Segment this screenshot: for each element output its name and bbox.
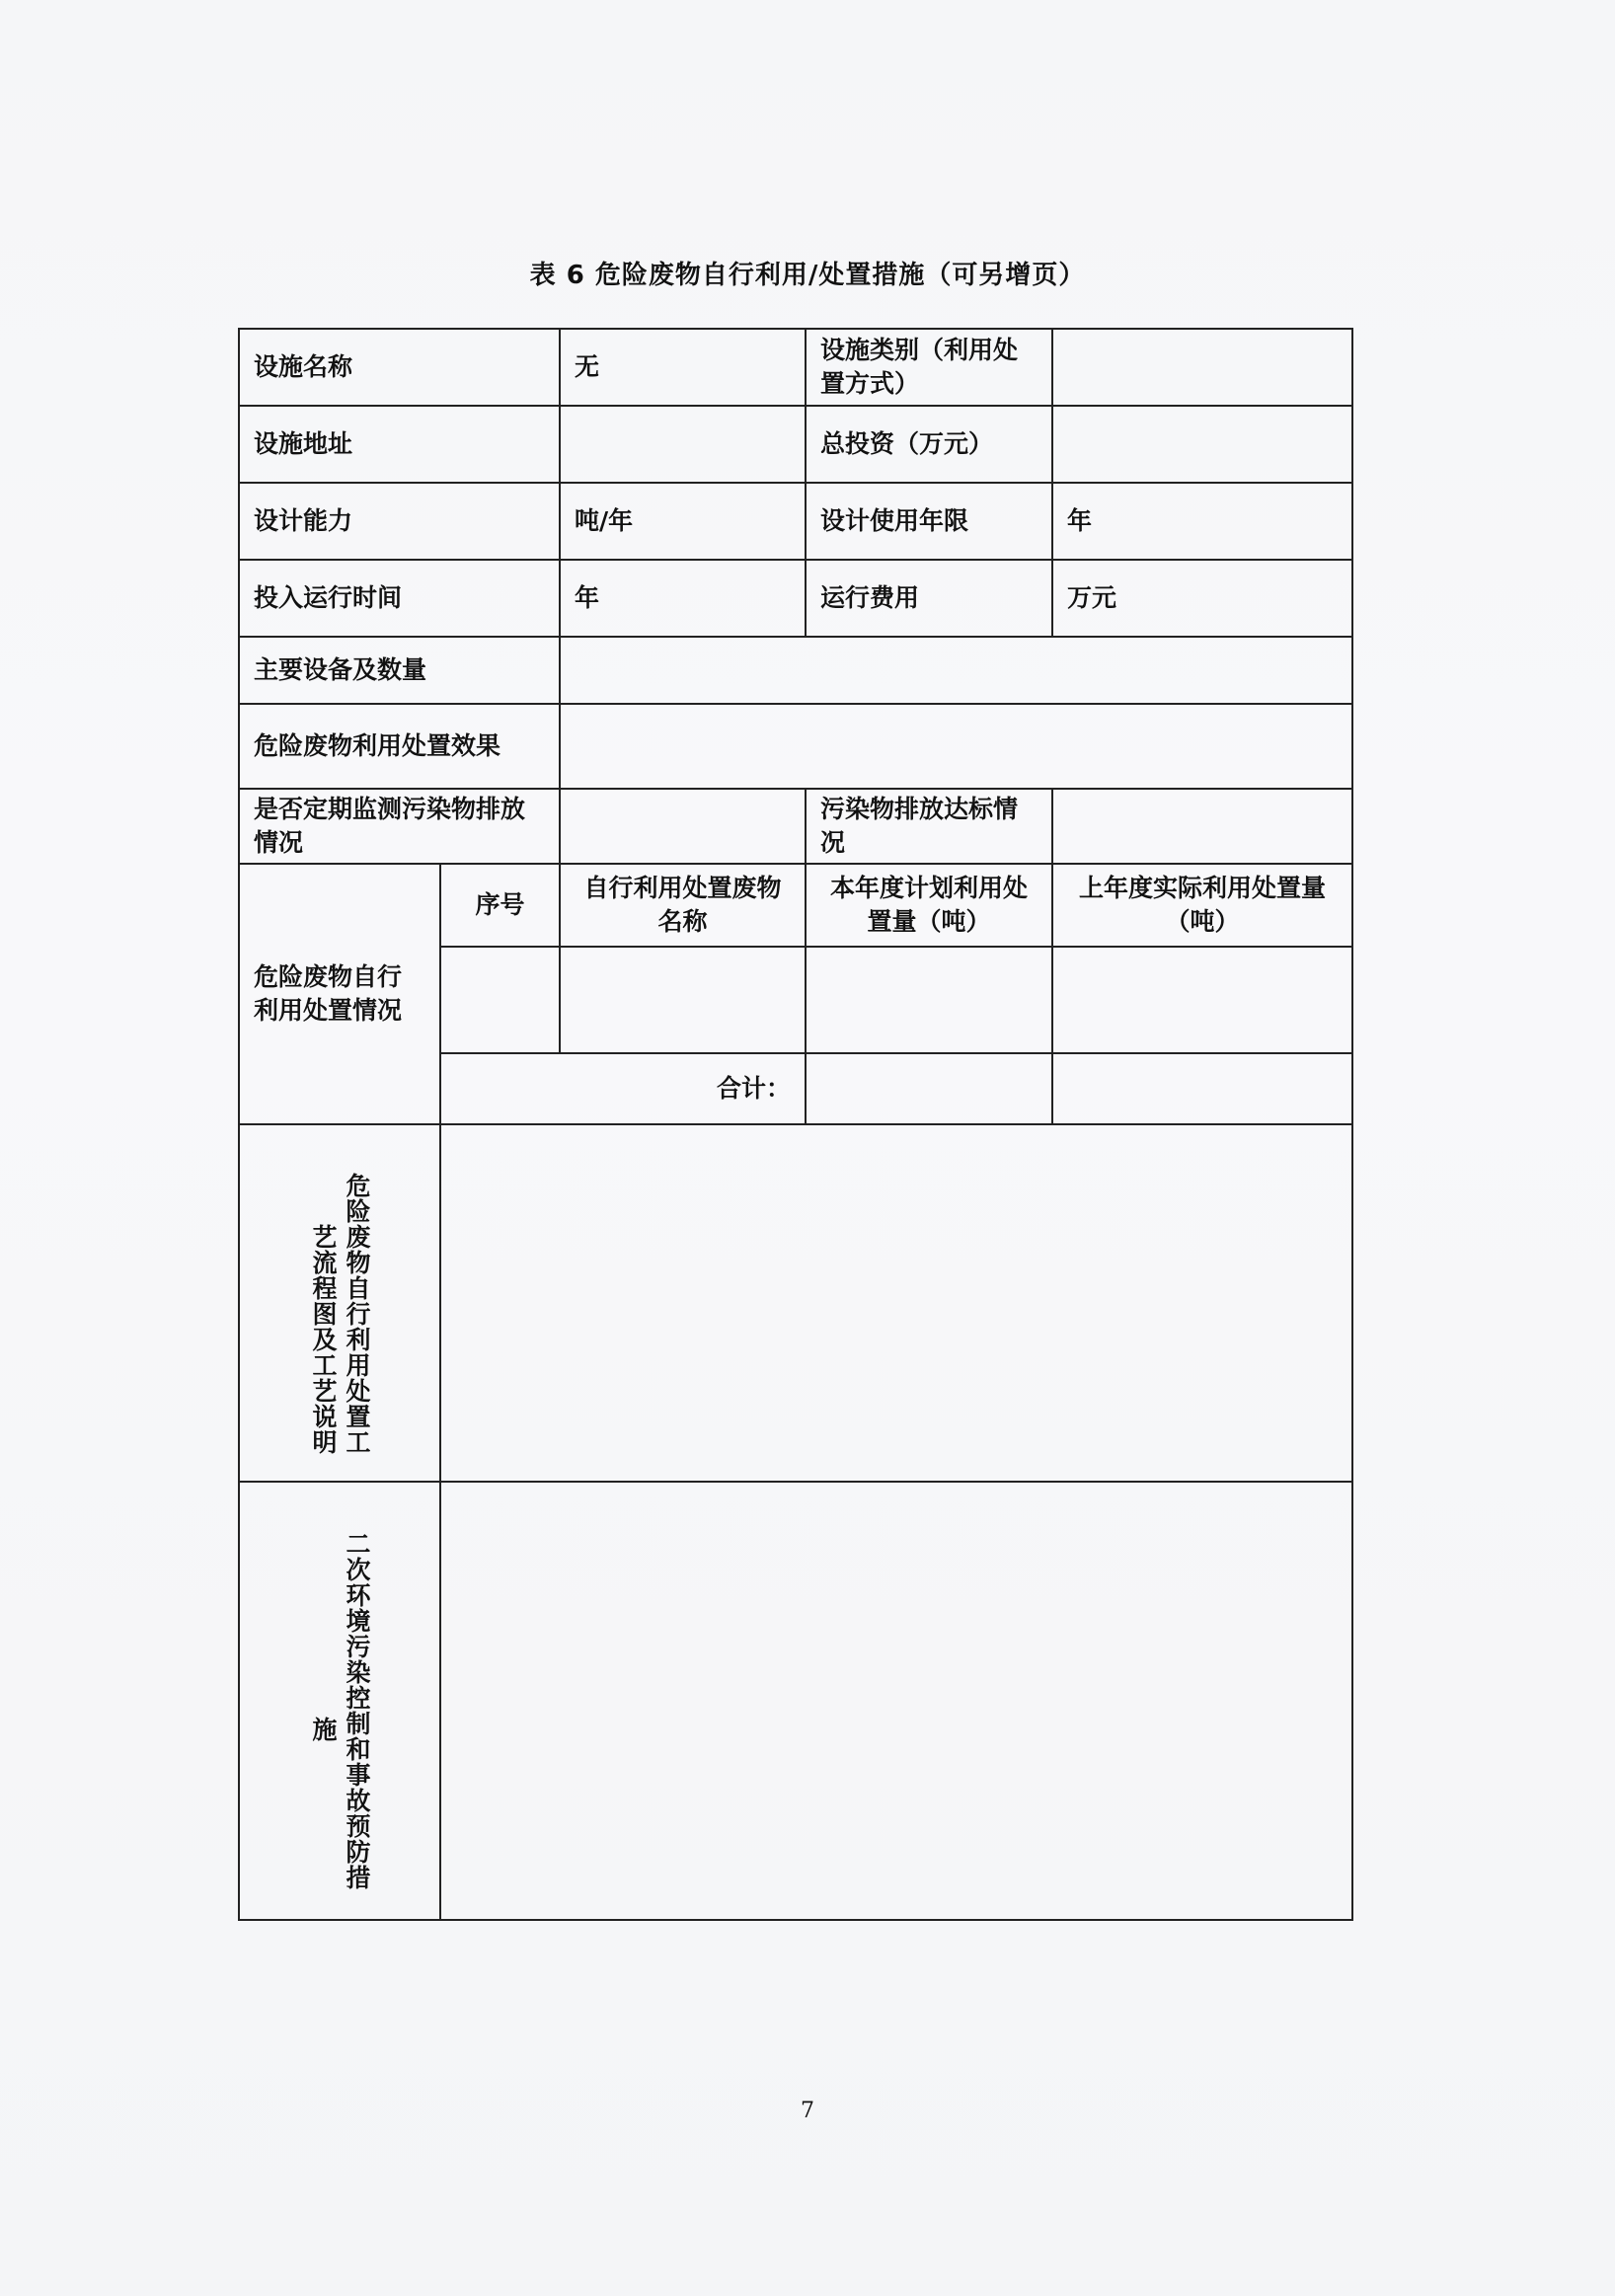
total-plan-cell[interactable]	[806, 1053, 1052, 1124]
disposal-effect-value[interactable]	[560, 704, 1352, 789]
emission-compliance-label: 污染物排放达标情况	[806, 789, 1052, 864]
pollution-label-line-2: 施	[309, 1717, 338, 1742]
process-content[interactable]	[440, 1124, 1352, 1482]
plan-amount-cell[interactable]	[806, 947, 1052, 1053]
design-capacity-unit[interactable]: 吨/年	[560, 483, 806, 560]
pollution-control-label	[239, 1482, 440, 1920]
total-investment-value[interactable]	[1052, 406, 1352, 483]
page-number: 7	[801, 2099, 814, 2123]
table-row	[239, 1482, 1352, 1920]
operating-cost-unit[interactable]: 万元	[1052, 560, 1352, 637]
actual-amount-cell[interactable]	[1052, 947, 1352, 1053]
table-row	[239, 637, 1352, 704]
operation-start-unit[interactable]: 年	[560, 560, 806, 637]
facility-address-label: 设施地址	[239, 406, 560, 483]
table-row	[239, 864, 1352, 947]
table-title: 表 6 危险废物自行利用/处置措施（可另增页）	[529, 261, 1086, 290]
waste-name-cell[interactable]	[560, 947, 806, 1053]
operation-start-label: 投入运行时间	[239, 560, 560, 637]
design-capacity-label: 设计能力	[239, 483, 560, 560]
table-row	[239, 1124, 1352, 1482]
design-life-unit[interactable]: 年	[1052, 483, 1352, 560]
table-row	[239, 406, 1352, 483]
disposal-form-table	[238, 328, 1353, 1921]
total-investment-label: 总投资（万元）	[806, 406, 1052, 483]
facility-type-label: 设施类别（利用处置方式）	[806, 329, 1052, 406]
seq-cell[interactable]	[440, 947, 560, 1053]
facility-name-label: 设施名称	[239, 329, 560, 406]
main-equipment-label: 主要设备及数量	[239, 637, 560, 704]
table-row	[239, 704, 1352, 789]
table-row	[239, 560, 1352, 637]
pollution-label-line-1: 二次环境污染控制和事故预防措	[343, 1531, 371, 1890]
col-actual-amount-header: 上年度实际利用处置量（吨）	[1052, 864, 1352, 947]
pollution-control-content[interactable]	[440, 1482, 1352, 1920]
facility-name-value[interactable]: 无	[560, 329, 806, 406]
monitoring-label: 是否定期监测污染物排放情况	[239, 789, 560, 864]
main-equipment-value[interactable]	[560, 637, 1352, 704]
total-actual-cell[interactable]	[1052, 1053, 1352, 1124]
facility-address-value[interactable]	[560, 406, 806, 483]
col-plan-amount-header: 本年度计划利用处置量（吨）	[806, 864, 1052, 947]
facility-type-value[interactable]	[1052, 329, 1352, 406]
table-row	[239, 483, 1352, 560]
disposal-effect-label: 危险废物利用处置效果	[239, 704, 560, 789]
monitoring-value[interactable]	[560, 789, 806, 864]
operating-cost-label: 运行费用	[806, 560, 1052, 637]
emission-compliance-value[interactable]	[1052, 789, 1352, 864]
total-label: 合计：	[440, 1053, 806, 1124]
col-waste-name-header: 自行利用处置废物名称	[560, 864, 806, 947]
design-life-label: 设计使用年限	[806, 483, 1052, 560]
col-seq-header: 序号	[440, 864, 560, 947]
process-label-line-2: 艺流程图及工艺说明	[309, 1224, 338, 1455]
process-label	[239, 1124, 440, 1482]
self-disposal-label: 危险废物自行利用处置情况	[239, 864, 440, 1124]
process-label-line-1: 危险废物自行利用处置工	[343, 1173, 371, 1455]
table-row	[239, 789, 1352, 864]
table-row	[239, 329, 1352, 406]
